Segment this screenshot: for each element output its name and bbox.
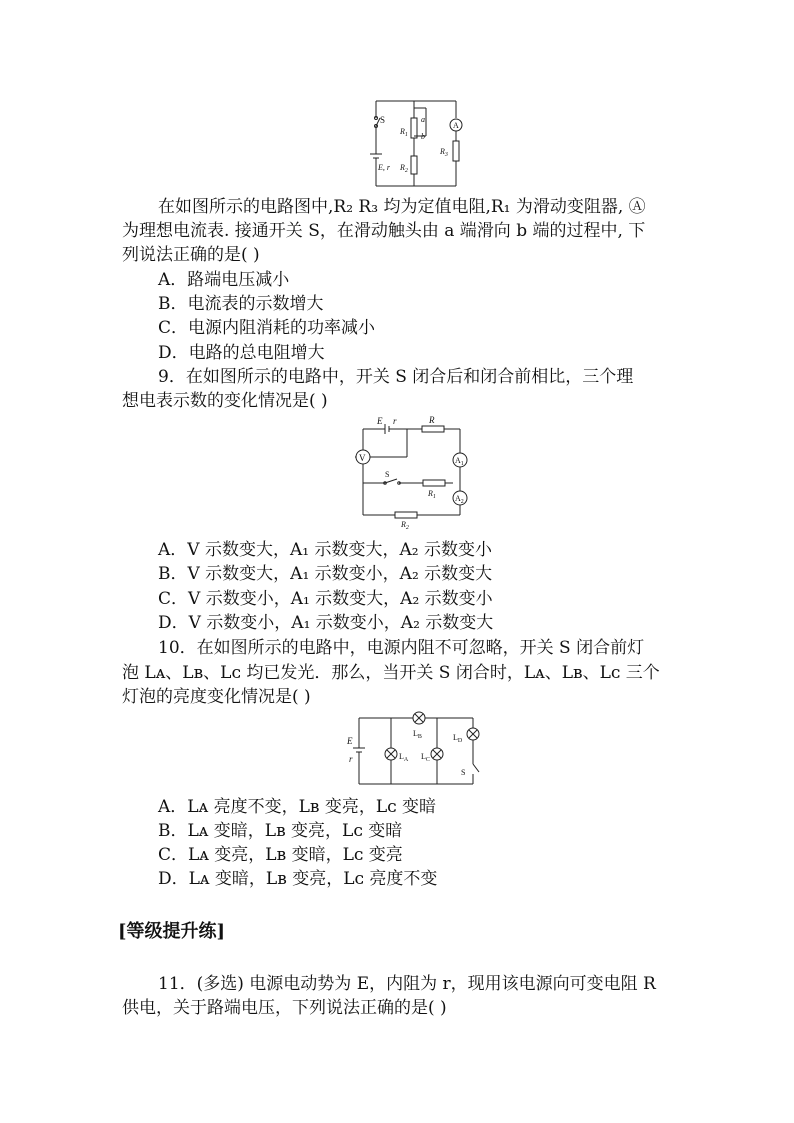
s-label-3: S bbox=[461, 768, 466, 777]
r2-label-2: $R_2$ bbox=[401, 520, 409, 531]
e-label-3: E bbox=[347, 736, 353, 746]
voltmeter-label: V bbox=[359, 453, 366, 463]
q10-option-c: C．Lᴀ 变亮，Lʙ 变暗，Lᴄ 变亮 bbox=[158, 845, 403, 865]
e-label: E bbox=[377, 416, 383, 426]
q8-option-c: C．电源内阻消耗的功率减小 bbox=[158, 318, 376, 338]
q8-line-3: 列说法正确的是( ) bbox=[122, 245, 260, 265]
q10-option-b: B．Lᴀ 变暗，Lʙ 变亮，Lᴄ 变暗 bbox=[158, 821, 403, 841]
q10-line-1: 10．在如图所示的电路中，电源内阻不可忽略，开关 S 闭合前灯 bbox=[158, 638, 645, 658]
q9-line-1: 9．在如图所示的电路中，开关 S 闭合后和闭合前相比，三个理 bbox=[158, 367, 634, 387]
q9-option-d: D．V 示数变小，A₁ 示数变小，A₂ 示数变大 bbox=[158, 613, 494, 633]
q8-option-b: B．电流表的示数增大 bbox=[158, 294, 324, 314]
ammeter-label: A bbox=[453, 121, 459, 130]
q8-option-a: A．路端电压减小 bbox=[158, 270, 290, 290]
ld-label: $L_D$ bbox=[453, 733, 463, 744]
slider-a-label: a bbox=[421, 115, 425, 124]
a2-label: $A_2$ bbox=[455, 494, 464, 505]
q8-line-1: 在如图所示的电路图中,R₂ R₃ 均为定值电阻,R₁ 为滑动变阻器, Ⓐ bbox=[158, 197, 646, 217]
circuit-diagram-3 bbox=[345, 712, 485, 790]
q11-line-1: 11．(多选) 电源电动势为 E，内阻为 r，现用该电源向可变电阻 R bbox=[158, 974, 656, 994]
circuit-diagram-1 bbox=[360, 96, 470, 191]
r-label-3: r bbox=[349, 754, 353, 764]
q10-line-3: 灯泡的亮度变化情况是( ) bbox=[122, 687, 311, 707]
section-heading: [等级提升练] bbox=[118, 921, 226, 942]
switch-label: S bbox=[380, 115, 386, 125]
source-label: E, r bbox=[378, 163, 390, 172]
r2-label: $R_2$ bbox=[400, 163, 408, 174]
q10-option-d: D．Lᴀ 变暗，Lʙ 变亮，Lᴄ 亮度不变 bbox=[158, 869, 438, 889]
circuit-diagram-2 bbox=[355, 415, 475, 533]
lb-label: $L_B$ bbox=[413, 729, 422, 740]
q8-option-d: D．电路的总电阻增大 bbox=[158, 343, 325, 363]
q9-option-c: C．V 示数变小，A₁ 示数变大，A₂ 示数变小 bbox=[158, 589, 493, 609]
q8-line-2: 为理想电流表. 接通开关 S，在滑动触头由 a 端滑向 b 端的过程中, 下 bbox=[122, 221, 646, 241]
q9-line-2: 想电表示数的变化情况是( ) bbox=[122, 391, 328, 411]
q10-option-a: A．Lᴀ 亮度不变，Lʙ 变亮，Lᴄ 变暗 bbox=[158, 797, 437, 817]
lc-label: $L_C$ bbox=[421, 752, 430, 763]
r1-label-2: $R_1$ bbox=[428, 489, 436, 500]
q11-line-2: 供电，关于路端电压，下列说法正确的是( ) bbox=[122, 998, 447, 1018]
a1-label: $A_1$ bbox=[455, 456, 464, 467]
r3-label: $R_3$ bbox=[440, 147, 448, 158]
r-internal-label: r bbox=[393, 416, 397, 426]
r-label: R bbox=[429, 415, 435, 425]
q10-line-2: 泡 Lᴀ、Lʙ、Lᴄ 均已发光．那么，当开关 S 闭合时，Lᴀ、Lʙ、Lᴄ 三个 bbox=[122, 663, 660, 683]
slider-b-label: b bbox=[421, 132, 425, 141]
q9-option-b: B．V 示数变大，A₁ 示数变小，A₂ 示数变大 bbox=[158, 564, 493, 584]
r1-label: $R_1$ bbox=[400, 127, 408, 138]
q9-option-a: A．V 示数变大，A₁ 示数变大，A₂ 示数变小 bbox=[158, 540, 492, 560]
la-label: $L_A$ bbox=[399, 752, 409, 763]
switch-s-label: S bbox=[385, 470, 390, 479]
